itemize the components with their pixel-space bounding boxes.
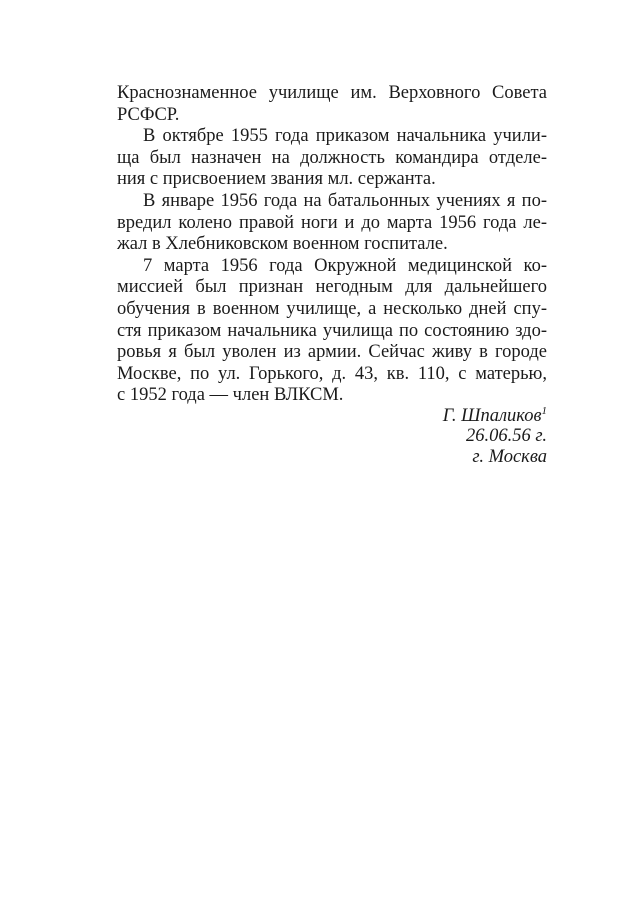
text-line: ща был назначен на должность командира отделе- [117,147,547,168]
text-line: ния с присвоением звания мл. сержанта. [117,169,436,190]
text-line: РСФСР. [117,104,180,125]
text-block [117,83,547,467]
text-line: Москве, по ул. Горького, д. 43, кв. 110, с матерью, [117,363,547,384]
text-line: Краснознаменное училище им. Верховного Совета [117,83,547,103]
text-line: В октябре 1955 года приказом начальника учили- [143,126,547,147]
signature-name [117,406,547,427]
signature-place: г. Москва [472,446,547,467]
text-line: миссией был признан негодным для дальнейшего [117,277,547,298]
signature-block [117,406,547,468]
text-line: вредил колено правой ноги и до марта 1956 года ле- [117,212,547,233]
text-line: с 1952 года — член ВЛКСМ. [117,385,344,406]
text-line: ровья я был уволен из армии. Сейчас живу в городе [117,342,547,363]
text-line: стя приказом начальника училища по состоянию здо- [117,320,547,341]
text-line: обучения в военном училище, а несколько дней спу- [117,298,547,319]
text-line: 7 марта 1956 года Окружной медицинской ко- [143,255,547,276]
signature-date: 26.06.56 г. [466,426,547,447]
signature-name-text: Г. Шпаликов [442,405,542,426]
text-line: В январе 1956 года на батальонных учениях я по- [143,190,547,211]
footnote-marker: 1 [541,404,547,417]
text-line: жал в Хлебниковском военном госпитале. [117,234,448,255]
